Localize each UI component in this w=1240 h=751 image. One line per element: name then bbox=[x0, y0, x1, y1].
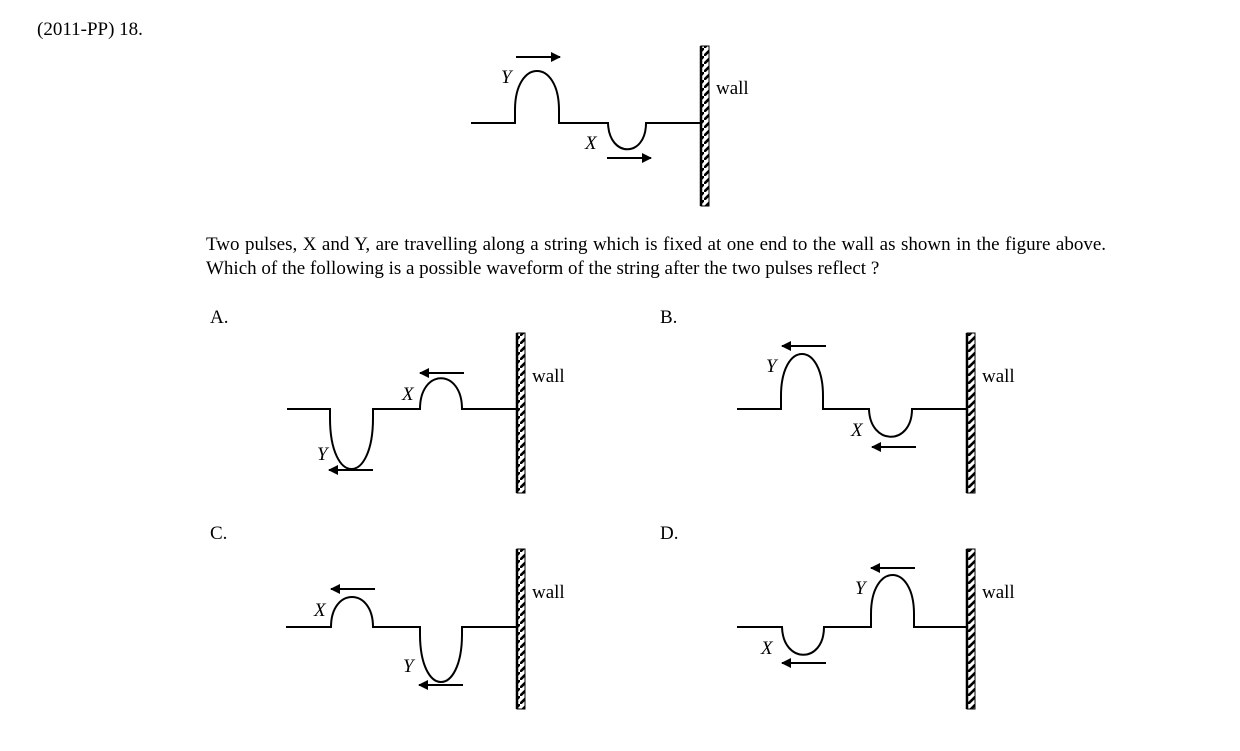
label-y: Y bbox=[403, 656, 414, 677]
label-y: Y bbox=[766, 356, 777, 377]
wall-label: wall bbox=[532, 366, 565, 387]
main-figure bbox=[471, 46, 749, 206]
question-text-line1: Two pulses, X and Y, are travelling along a string which is fixed at one end to the wall as shown in the bbox=[206, 234, 1000, 255]
option-b-label: B. bbox=[660, 307, 678, 328]
option-d-figure bbox=[737, 549, 1015, 709]
wall-label: wall bbox=[716, 78, 749, 99]
option-c-figure bbox=[286, 549, 565, 709]
label-y: Y bbox=[855, 578, 866, 599]
label-x: X bbox=[761, 638, 773, 659]
wall-label: wall bbox=[532, 582, 565, 603]
label-y: Y bbox=[501, 67, 512, 88]
label-y: Y bbox=[317, 444, 328, 465]
label-x: X bbox=[402, 384, 414, 405]
option-d-label: D. bbox=[660, 523, 679, 544]
label-x: X bbox=[314, 600, 326, 621]
wall-label: wall bbox=[982, 366, 1015, 387]
option-a-label: A. bbox=[210, 307, 229, 328]
question-number: (2011-PP) 18. bbox=[37, 19, 143, 40]
question-text-line2: figure above. Which of the following is a possible waveform of the string after the two pulses reflect ? bbox=[206, 234, 1107, 279]
wall-label: wall bbox=[982, 582, 1015, 603]
option-c-label: C. bbox=[210, 523, 228, 544]
option-a-figure bbox=[287, 333, 565, 493]
option-b-figure bbox=[737, 333, 1015, 493]
label-x: X bbox=[851, 420, 863, 441]
question-text bbox=[206, 233, 1106, 281]
label-x: X bbox=[585, 133, 597, 154]
